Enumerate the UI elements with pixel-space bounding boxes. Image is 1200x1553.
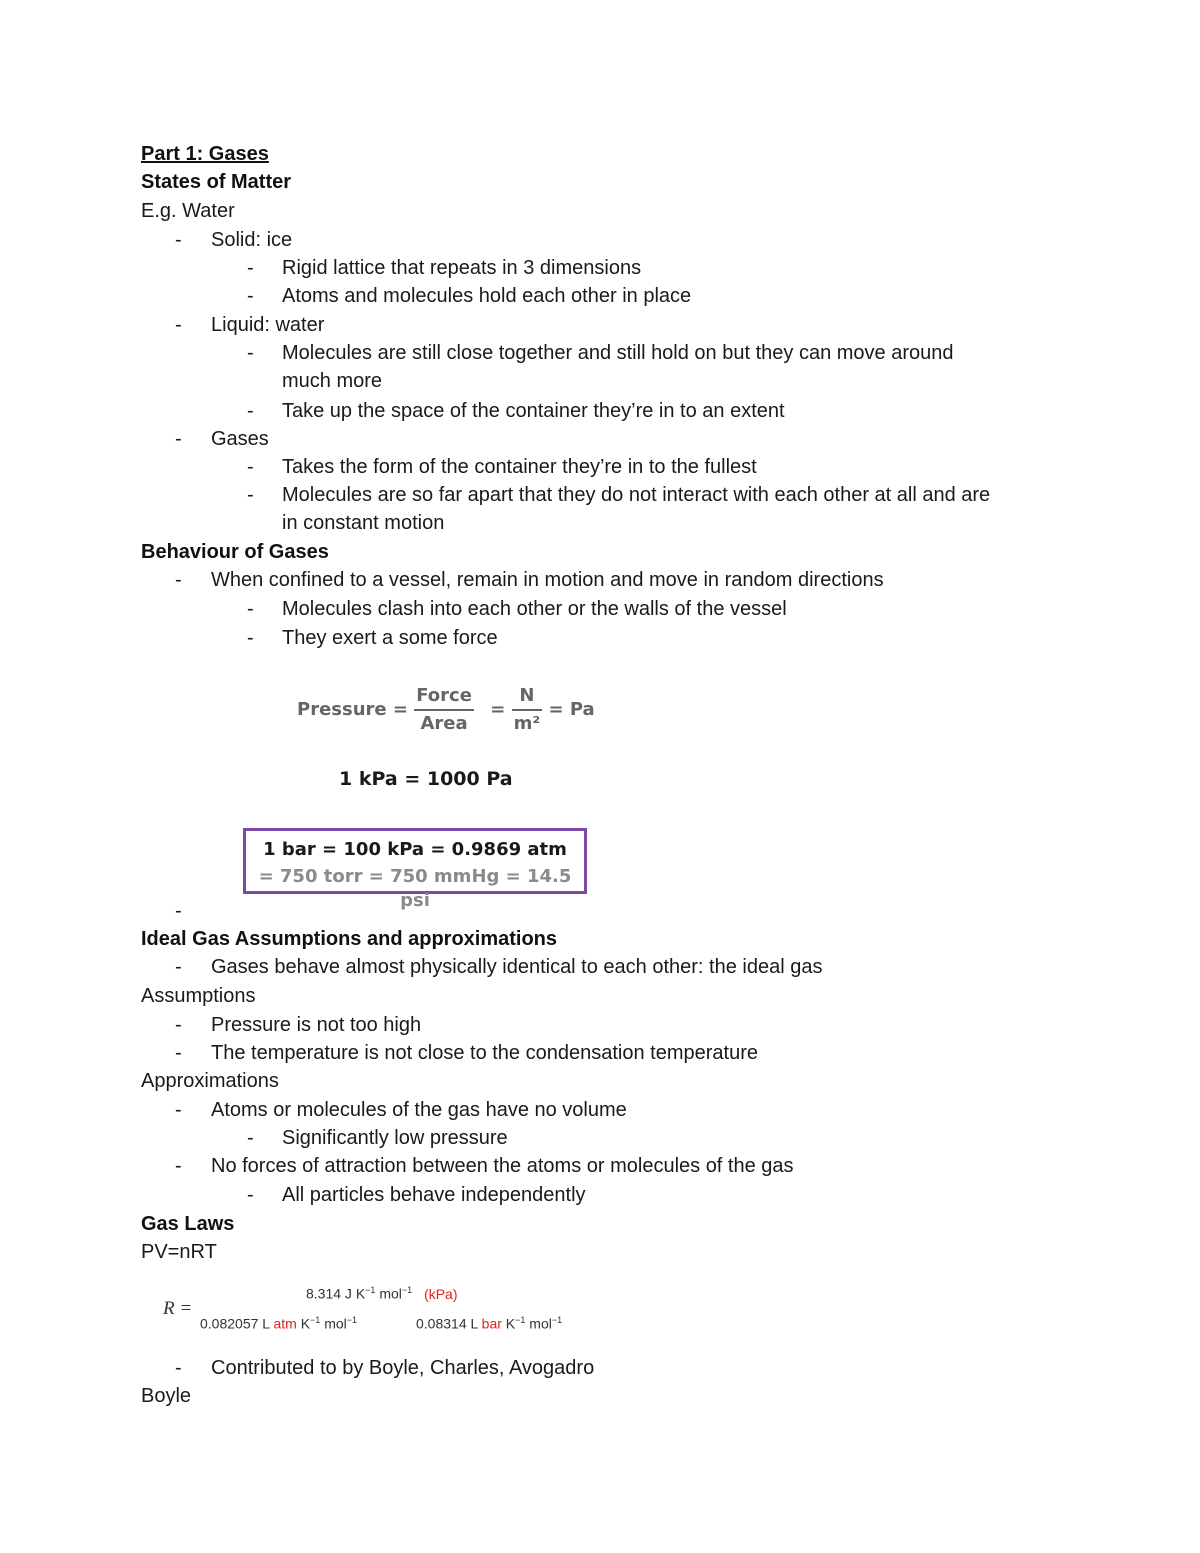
empty-bullet-dash: - xyxy=(175,900,182,922)
bullet-liquid-1: Molecules are still close together and still hold on but they can move around xyxy=(282,342,954,364)
kpa-conversion: 1 kPa = 1000 Pa xyxy=(339,768,513,790)
r-kpa-number: 8.314 J K xyxy=(306,1285,366,1302)
pressure-lhs: Pressure = xyxy=(297,699,408,720)
bullet-dash: - xyxy=(247,598,254,620)
bullet-dash: - xyxy=(175,1014,182,1036)
heading-ideal-gas: Ideal Gas Assumptions and approximations xyxy=(141,928,558,950)
bullet-dash: - xyxy=(247,400,254,422)
bullet-dash: - xyxy=(175,1042,182,1064)
pressure-formula xyxy=(297,683,595,737)
bullet-gases: Gases xyxy=(211,428,269,450)
bullet-contributors: Contributed to by Boyle, Charles, Avogadro xyxy=(211,1357,595,1379)
fraction-numerator: Force xyxy=(414,683,474,711)
fraction-denominator: Area xyxy=(420,713,468,734)
bullet-liquid: Liquid: water xyxy=(211,314,325,336)
r-kpa-mol: mol xyxy=(379,1285,402,1302)
label-assumptions: Assumptions xyxy=(141,985,256,1007)
pressure-equals: = xyxy=(490,699,506,720)
bullet-approx-1-1: Significantly low pressure xyxy=(282,1127,508,1149)
bullet-dash: - xyxy=(175,314,182,336)
ideal-gas-law: PV=nRT xyxy=(141,1241,217,1263)
label-boyle: Boyle xyxy=(141,1385,192,1407)
bullet-behaviour-1-2: They exert a some force xyxy=(282,627,498,649)
bullet-solid-2: Atoms and molecules hold each other in place xyxy=(282,285,692,307)
bullet-assumption-1: Pressure is not too high xyxy=(211,1014,422,1036)
bullet-dash: - xyxy=(175,569,182,591)
bullet-dash: - xyxy=(175,428,182,450)
bullet-dash: - xyxy=(247,1184,254,1206)
unit-denominator: m² xyxy=(513,713,541,734)
r-atm-mol: mol xyxy=(324,1315,347,1332)
bullet-solid: Solid: ice xyxy=(211,229,293,251)
bullet-approx-2-1: All particles behave independently xyxy=(282,1184,586,1206)
r-bar-k: K xyxy=(505,1315,516,1332)
pressure-rhs: = Pa xyxy=(548,699,595,720)
force-area-fraction xyxy=(414,683,474,737)
bullet-dash: - xyxy=(247,257,254,279)
unit-numerator: N xyxy=(512,683,543,711)
r-atm-unit: atm xyxy=(273,1315,297,1332)
bullet-gases-1: Takes the form of the container they’re in to the fullest xyxy=(282,456,757,478)
bullet-gases-2: Molecules are so far apart that they do not interact with each other at all and are xyxy=(282,484,991,506)
bullet-solid-1: Rigid lattice that repeats in 3 dimensions xyxy=(282,257,642,279)
r-atm-sup2: −1 xyxy=(346,1315,358,1325)
bar-conversion-line-1: 1 bar = 100 kPa = 0.9869 atm xyxy=(263,839,567,860)
r-kpa-sup2: −1 xyxy=(401,1285,413,1295)
label-approximations: Approximations xyxy=(141,1070,279,1092)
bullet-approx-2: No forces of attraction between the atoms or molecules of the gas xyxy=(211,1155,794,1177)
r-bar-number: 0.08314 L xyxy=(416,1315,478,1332)
bullet-liquid-2: Take up the space of the container they’re in to an extent xyxy=(282,400,785,422)
r-value-bar xyxy=(416,1315,562,1332)
r-label: R = xyxy=(163,1298,193,1319)
example-text: E.g. Water xyxy=(141,200,235,222)
bullet-behaviour-1-1: Molecules clash into each other or the walls of the vessel xyxy=(282,598,787,620)
heading-gas-laws: Gas Laws xyxy=(141,1213,235,1235)
heading-behaviour-of-gases: Behaviour of Gases xyxy=(141,541,329,563)
bullet-gases-2-cont: in constant motion xyxy=(282,512,445,534)
r-value-atm xyxy=(200,1315,357,1332)
bullet-dash: - xyxy=(247,285,254,307)
bullet-dash: - xyxy=(175,1155,182,1177)
r-value-kpa xyxy=(306,1285,457,1302)
part-title: Part 1: Gases xyxy=(141,143,269,165)
r-bar-unit: bar xyxy=(481,1315,502,1332)
bullet-dash: - xyxy=(175,229,182,251)
bullet-dash: - xyxy=(247,1127,254,1149)
bullet-assumption-2: The temperature is not close to the condensation temperature xyxy=(211,1042,758,1064)
bullet-behaviour-1: When confined to a vessel, remain in motion and move in random directions xyxy=(211,569,884,591)
r-atm-sup1: −1 xyxy=(310,1315,321,1325)
unit-fraction xyxy=(512,683,543,737)
bullet-dash: - xyxy=(247,627,254,649)
bullet-dash: - xyxy=(175,1357,182,1379)
bullet-liquid-1-cont: much more xyxy=(282,370,383,392)
bullet-dash: - xyxy=(247,456,254,478)
bullet-dash: - xyxy=(247,342,254,364)
r-bar-mol: mol xyxy=(529,1315,552,1332)
r-atm-k: K xyxy=(300,1315,311,1332)
r-bar-sup1: −1 xyxy=(515,1315,526,1325)
bullet-dash: - xyxy=(175,1099,182,1121)
bullet-dash: - xyxy=(175,956,182,978)
bullet-approx-1: Atoms or molecules of the gas have no volume xyxy=(211,1099,627,1121)
r-kpa-sup1: −1 xyxy=(365,1285,376,1295)
r-bar-sup2: −1 xyxy=(551,1315,563,1325)
bar-conversion-line-2: = 750 torr = 750 mmHg = 14.5 psi xyxy=(258,866,572,911)
r-kpa-unit: (kPa) xyxy=(424,1285,458,1302)
bullet-ideal-1: Gases behave almost physically identical to each other: the ideal gas xyxy=(211,956,823,978)
r-atm-number: 0.082057 L xyxy=(200,1315,270,1332)
bullet-dash: - xyxy=(247,484,254,506)
bar-conversion-box xyxy=(243,828,587,911)
heading-states-of-matter: States of Matter xyxy=(141,171,292,193)
